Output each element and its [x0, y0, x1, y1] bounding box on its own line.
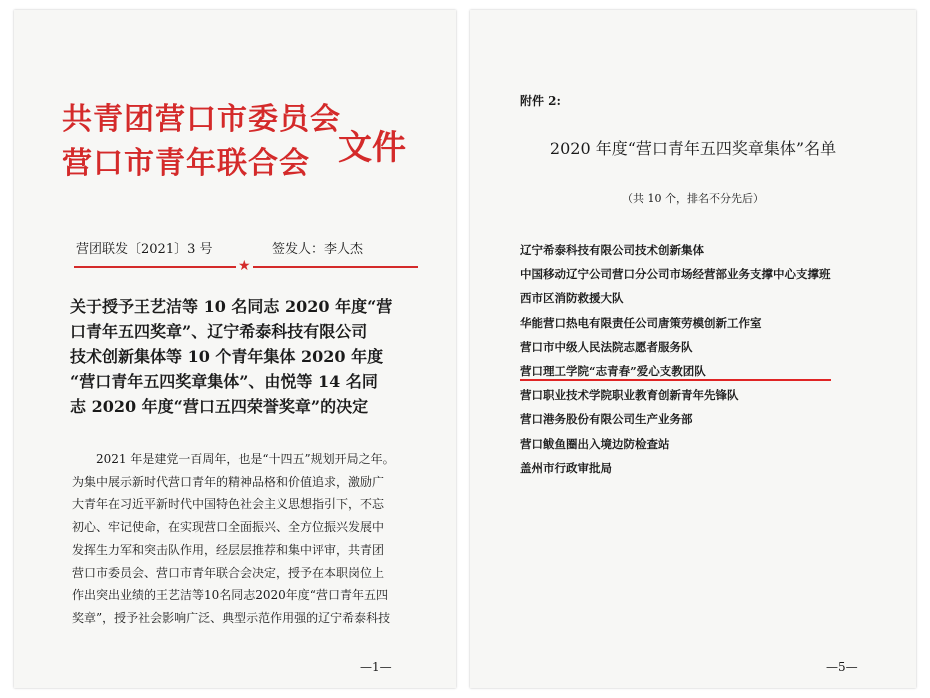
list-item: 盖州市行政审批局 — [520, 460, 612, 475]
body-line: 初心、牢记使命，在实现营口全面振兴、全方位振兴发展中 — [72, 520, 385, 535]
title-line: 技术创新集体等 10 个青年集体 2020 年度 — [70, 347, 384, 366]
list-item: 西市区消防救援大队 — [520, 291, 624, 306]
star-icon: ★ — [238, 258, 251, 274]
decision-title — [70, 294, 420, 419]
list-item: 辽宁希泰科技有限公司技术创新集体 — [520, 243, 704, 257]
list-item: 营口港务股份有限公司生产业务部 — [520, 412, 693, 427]
list-item: 营口鲅鱼圈出入境边防检查站 — [520, 436, 670, 451]
list-item: 营口市中级人民法院志愿者服务队 — [520, 339, 693, 354]
page-number: —1— — [360, 660, 392, 674]
page-number: —5— — [826, 660, 858, 674]
body-line: 2021 年是建党一百周年，也是“十四五”规划开局之年。 — [72, 452, 395, 466]
title-line: 口青年五四奖章”、辽宁希泰科技有限公司 — [70, 322, 368, 341]
title-line: 志 2020 年度“营口五四荣誉奖章”的决定 — [70, 397, 369, 416]
attachment-label: 附件 2: — [520, 94, 561, 108]
list-subtitle: （共 10 个，排名不分先后） — [622, 192, 764, 205]
body-line: 为集中展示新时代营口青年的精神品格和价值追求，激励广 — [72, 474, 385, 489]
body-text — [72, 448, 422, 630]
title-line: 关于授予王艺洁等 10 名同志 2020 年度“营 — [70, 297, 393, 316]
body-line: 发挥生力军和突击队作用，经层层推荐和集中评审，共青团 — [72, 542, 385, 557]
signer: 签发人：李人杰 — [272, 242, 364, 257]
issuer-header — [62, 98, 341, 186]
document-number: 营团联发〔2021〕3 号 — [76, 242, 213, 257]
body-line: 营口市委员会、营口市青年联合会决定，授予在本职岗位上 — [72, 565, 385, 580]
list-item: 中国移动辽宁公司营口分公司市场经营部业务支撑中心支撑班 — [520, 267, 831, 282]
document-type-label: 文件 — [338, 128, 406, 168]
collective-list — [520, 238, 831, 480]
body-line: 作出突出业绩的王艺洁等10名同志2020年度“营口青年五四 — [72, 588, 388, 603]
list-item-highlighted: 营口理工学院“志青春”爱心支教团队 — [520, 359, 831, 383]
list-item: 营口职业技术学院职业教育创新青年先锋队 — [520, 388, 739, 403]
list-title: 2020 年度“营口青年五四奖章集体”名单 — [549, 139, 837, 158]
title-line: “营口青年五四奖章集体”、由悦等 14 名同 — [70, 372, 378, 391]
issuer-line-2: 营口市青年联合会 — [62, 146, 310, 181]
body-line: 奖章”，授予社会影响广泛、典型示范作用强的辽宁希泰科技 — [72, 610, 391, 625]
list-item: 华能营口热电有限责任公司唐策劳模创新工作室 — [520, 315, 762, 330]
issuer-line-1: 共青团营口市委员会 — [62, 102, 341, 137]
body-line: 大青年在习近平新时代中国特色社会主义思想指引下，不忘 — [72, 497, 385, 512]
document-page-right — [470, 10, 916, 688]
document-page-left — [14, 10, 456, 688]
